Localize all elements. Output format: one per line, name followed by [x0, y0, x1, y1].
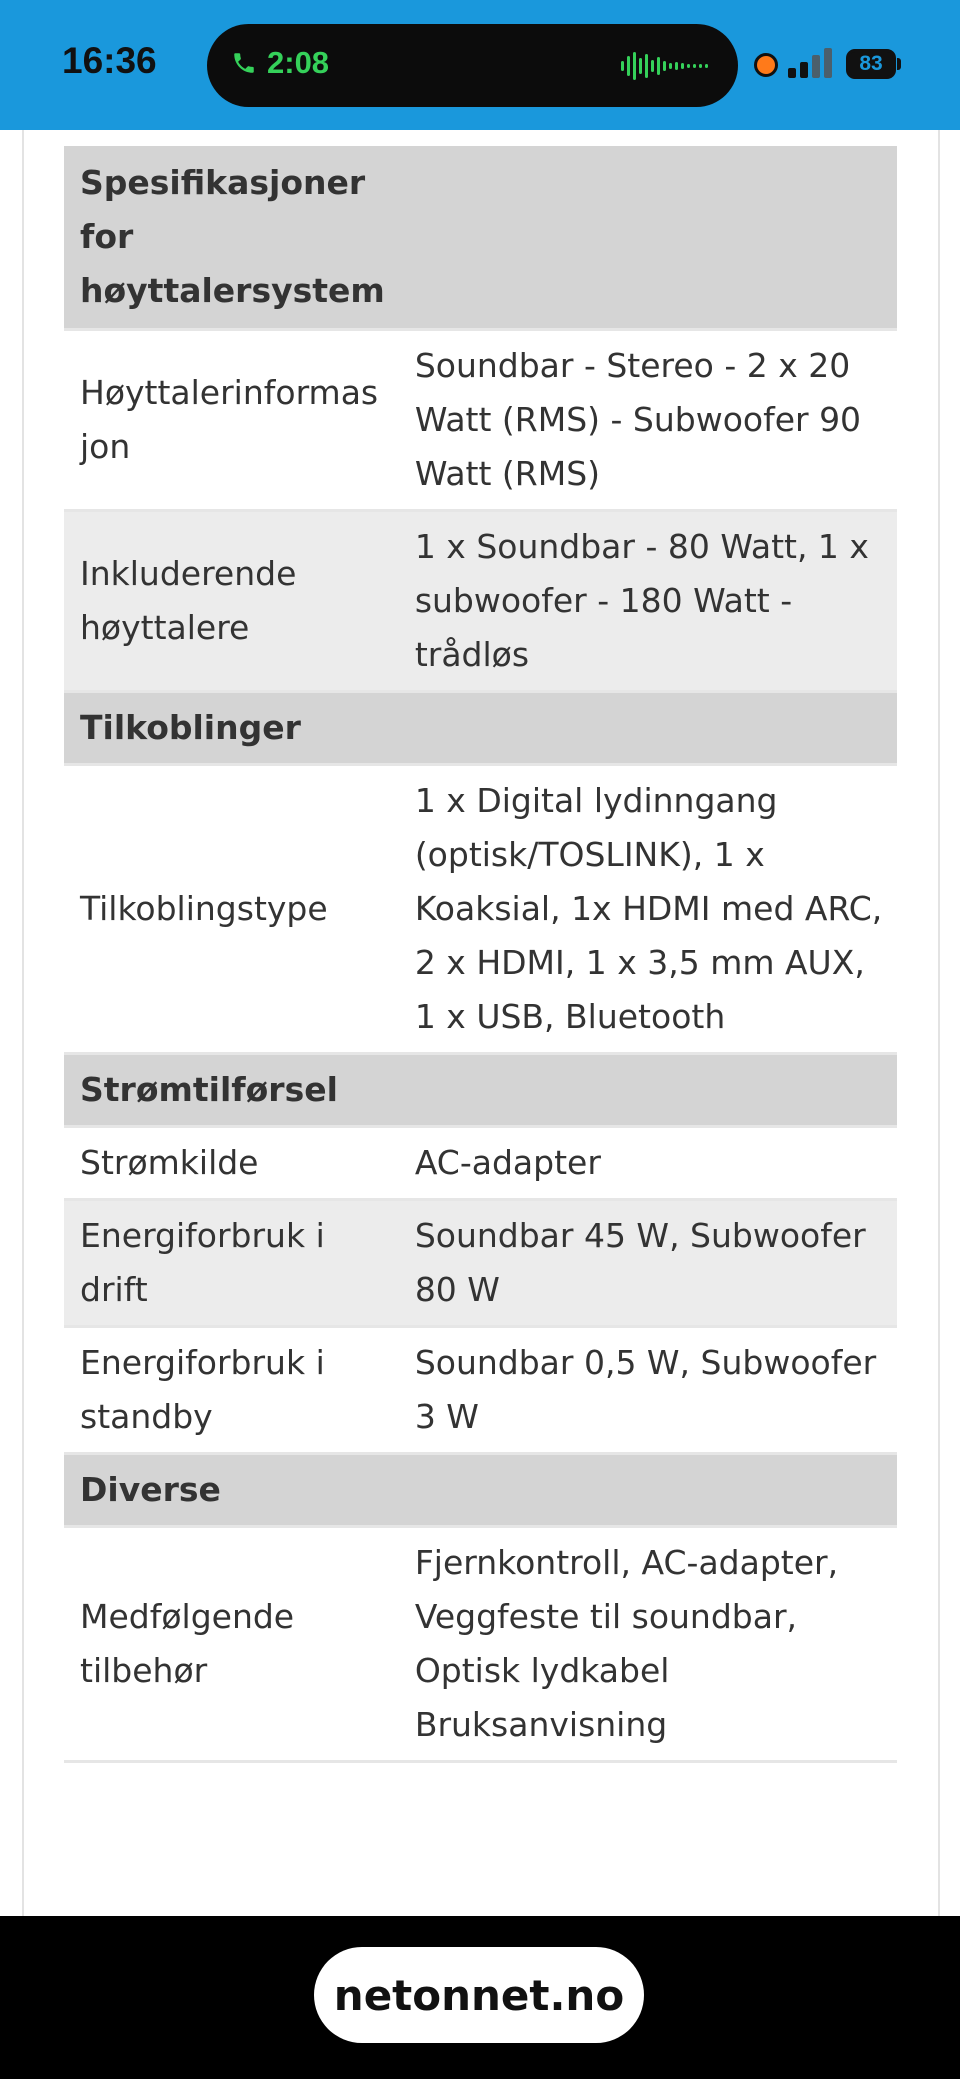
section-title: Strømtilførsel — [64, 1054, 399, 1127]
spec-key: Tilkoblingstype — [64, 765, 399, 1054]
battery-tip — [897, 58, 901, 70]
spec-value: Soundbar 45 W, Subwoofer 80 W — [399, 1200, 897, 1327]
dynamic-island-call[interactable] — [207, 24, 738, 107]
spec-value: 1 x Digital lydinngang (optisk/TOSLINK), 1 x Koaksial, 1x HDMI med ARC, 2 x HDMI, 1 x 3,5 mm AUX, 1 x USB, Bluetooth — [399, 765, 897, 1054]
spec-key: Energiforbruk i drift — [64, 1200, 399, 1327]
url-field[interactable]: netonnet.no — [314, 1947, 644, 2043]
spec-key: Strømkilde — [64, 1127, 399, 1200]
spec-row — [64, 511, 897, 692]
recording-indicator-icon — [754, 53, 778, 77]
spec-key: Høyttalerinformasjon — [64, 330, 399, 511]
cellular-signal-icon — [788, 48, 838, 78]
status-bar — [0, 0, 960, 130]
section-title-spacer — [399, 146, 897, 330]
section-header-misc — [64, 1454, 897, 1527]
spec-key: Medfølgende tilbehør — [64, 1527, 399, 1762]
spec-row — [64, 1127, 897, 1200]
spec-value: AC-adapter — [399, 1127, 897, 1200]
spec-value: Soundbar - Stereo - 2 x 20 Watt (RMS) - Subwoofer 90 Watt (RMS) — [399, 330, 897, 511]
browser-address-bar — [0, 1916, 960, 2079]
section-header-connections — [64, 692, 897, 765]
specifications-table — [64, 146, 897, 1763]
section-title: Spesifikasjoner for høyttalersystem — [64, 146, 399, 330]
battery-icon: 83 — [846, 49, 896, 79]
spec-value: Soundbar 0,5 W, Subwoofer 3 W — [399, 1327, 897, 1454]
clock: 16:36 — [62, 40, 157, 81]
section-title: Tilkoblinger — [64, 692, 399, 765]
spec-key: Inkluderende høyttalere — [64, 511, 399, 692]
call-indicator[interactable] — [231, 45, 329, 81]
phone-icon — [231, 48, 257, 78]
spec-value: 1 x Soundbar - 80 Watt, 1 x subwoofer - 180 Watt - trådløs — [399, 511, 897, 692]
spec-row — [64, 765, 897, 1054]
section-title-spacer — [399, 1454, 897, 1527]
section-header-speaker-system — [64, 146, 897, 330]
section-title: Diverse — [64, 1454, 399, 1527]
spec-row — [64, 1200, 897, 1327]
section-header-power — [64, 1054, 897, 1127]
section-title-spacer — [399, 1054, 897, 1127]
call-duration: 2:08 — [267, 45, 330, 80]
spec-row — [64, 1527, 897, 1762]
section-title-spacer — [399, 692, 897, 765]
spec-value: Fjernkontroll, AC-adapter, Veggfeste til soundbar, Optisk lydkabel Bruksanvisning — [399, 1527, 897, 1762]
product-specs-page — [22, 130, 940, 1916]
spec-row — [64, 1327, 897, 1454]
spec-key: Energiforbruk i standby — [64, 1327, 399, 1454]
spec-row — [64, 330, 897, 511]
audio-waveform-icon — [621, 52, 713, 80]
